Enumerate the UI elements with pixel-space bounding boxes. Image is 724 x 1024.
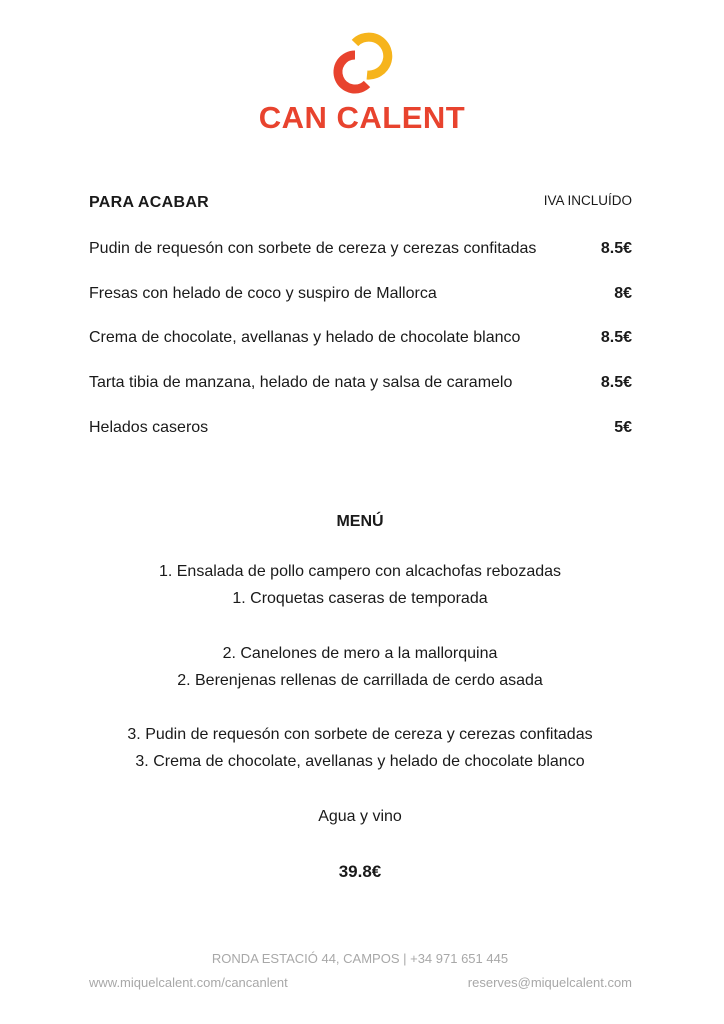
- menu-line: 2. Canelones de mero a la mallorquina: [222, 645, 498, 662]
- dessert-price: 8.5€: [600, 240, 632, 257]
- dessert-name: Fresas con helado de coco y suspiro de Mallorca: [89, 285, 437, 302]
- menu-drinks: Agua y vino: [318, 808, 402, 825]
- logo-yellow-c: [355, 37, 388, 75]
- footer-address: RONDA ESTACIÓ 44, CAMPOS | +34 971 651 445: [211, 951, 509, 966]
- menu-price: 39.8€: [338, 862, 382, 881]
- dessert-item: [89, 374, 632, 396]
- menu-title: MENÚ: [336, 513, 384, 530]
- dessert-price: 8.5€: [600, 329, 632, 346]
- dessert-price: 8€: [614, 285, 632, 302]
- dessert-price: 5€: [614, 419, 632, 436]
- dessert-price: 8.5€: [600, 374, 632, 391]
- can-calent-logo-icon: [327, 20, 397, 100]
- dessert-name: Tarta tibia de manzana, helado de nata y salsa de caramelo: [89, 374, 513, 391]
- logo: [0, 20, 724, 100]
- menu-line: 2. Berenjenas rellenas de carrillada de cerdo asada: [177, 672, 543, 689]
- logo-red-c: [338, 55, 367, 89]
- tax-note: IVA INCLUÍDO: [543, 193, 632, 208]
- menu-line: 1. Croquetas caseras de temporada: [232, 590, 488, 607]
- menu-line: 1. Ensalada de pollo campero con alcachofas rebozadas: [158, 563, 562, 580]
- menu-line: 3. Crema de chocolate, avellanas y helado de chocolate blanco: [135, 753, 585, 770]
- dessert-name: Helados caseros: [89, 419, 209, 436]
- section-title: PARA ACABAR: [89, 194, 210, 211]
- dessert-item: [89, 329, 632, 351]
- menu-line: 3. Pudin de requesón con sorbete de cereza y cerezas confitadas: [127, 726, 593, 743]
- dessert-item: [89, 240, 632, 262]
- dessert-name: Crema de chocolate, avellanas y helado de chocolate blanco: [89, 329, 521, 346]
- brand-name: CAN CALENT: [258, 100, 466, 135]
- dessert-item: [89, 419, 632, 441]
- dessert-item: [89, 285, 632, 307]
- footer-website-link[interactable]: www.miquelcalent.com/cancanlent: [89, 975, 288, 990]
- footer-email-link[interactable]: reserves@miquelcalent.com: [467, 975, 632, 990]
- dessert-name: Pudin de requesón con sorbete de cereza y cerezas confitadas: [89, 240, 537, 257]
